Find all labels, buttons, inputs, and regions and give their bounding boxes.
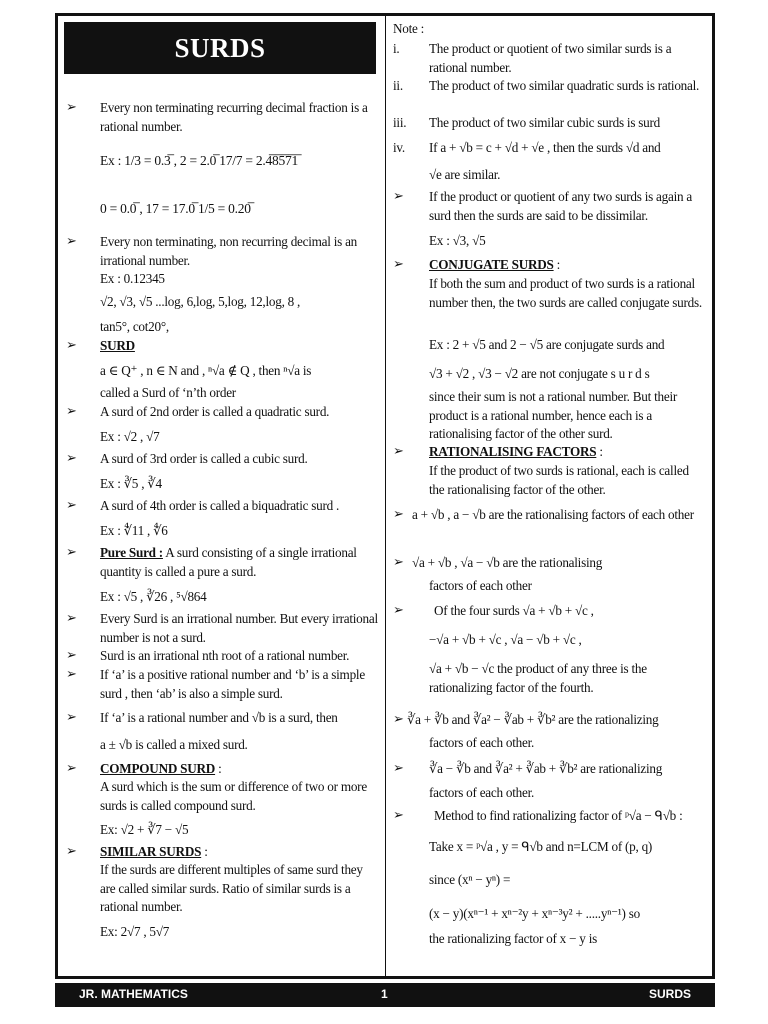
note-number-iii: iii. bbox=[393, 115, 407, 130]
conjugate-example-3: since their sum is not a rational number. But their product is a rational number, hence each is a rationalising factor of the other surd. bbox=[429, 389, 678, 441]
bullet-arrow-icon: ➢ bbox=[66, 544, 77, 559]
cubic-example: Ex : ∛5 , ∛4 bbox=[100, 476, 162, 491]
note-number-ii: ii. bbox=[393, 78, 403, 93]
conjugate-example-2: √3 + √2 , √3 − √2 are not conjugate s u r d s bbox=[429, 366, 650, 381]
rationalising-example-2b: factors of each other bbox=[429, 578, 532, 593]
compound-surd-heading: COMPOUND SURD : bbox=[100, 761, 222, 776]
bullet-arrow-icon: ➢ bbox=[66, 760, 77, 775]
bullet-arrow-icon: ➢ bbox=[66, 647, 77, 662]
pure-surd-example: Ex : √5 , ∛26 , ⁵√864 bbox=[100, 589, 207, 604]
footer-bar bbox=[55, 983, 715, 1007]
bullet-arrow-icon: ➢ bbox=[66, 843, 77, 858]
bullet-arrow-icon: ➢ bbox=[66, 99, 77, 114]
compound-surd-title: COMPOUND SURD bbox=[100, 761, 216, 776]
four-surds-line1: Of the four surds √a + √b + √c , bbox=[434, 603, 594, 618]
bullet-arrow-icon: ➢ bbox=[66, 403, 77, 418]
bullet-arrow-icon: ➢ bbox=[393, 188, 404, 203]
similar-surds-example: Ex: 2√7 , 5√7 bbox=[100, 924, 170, 939]
biquadratic-surd: A surd of 4th order is called a biquadratic surd . bbox=[100, 498, 340, 513]
method-expansion: (x − y)(xⁿ⁻¹ + xⁿ⁻²y + xⁿ⁻³y² + .....yⁿ⁻¹) so bbox=[429, 906, 640, 921]
footer-page-number: 1 bbox=[381, 987, 388, 1001]
note-heading: Note : bbox=[393, 21, 425, 36]
surd-heading: SURD bbox=[100, 338, 135, 353]
surd-definition-2: called a Surd of ‘n’th order bbox=[100, 385, 236, 400]
four-surds-line3: √a + √b − √c the product of any three is the rationalizing factor of the fourth. bbox=[429, 661, 647, 695]
note-ii: The product of two similar quadratic surds is rational. bbox=[429, 78, 700, 93]
method-take: Take x = ᵖ√a , y = ᑫ√b and n=LCM of (p, q) bbox=[429, 839, 653, 854]
cubic-rationalising-2b: factors of each other. bbox=[429, 785, 535, 800]
bullet-arrow-icon: ➢ bbox=[66, 666, 77, 681]
note-iv-line1: If a + √b = c + √d + √e , then the surds √d and bbox=[429, 140, 661, 155]
quadratic-example: Ex : √2 , √7 bbox=[100, 429, 160, 444]
compound-surd-text: A surd which is the sum or difference of two or more surds is called compound surd. bbox=[100, 779, 367, 813]
conjugate-text: If both the sum and product of two surds is a rational number then, the two surds are called conjugate surds. bbox=[429, 276, 702, 310]
conjugate-heading: CONJUGATE SURDS : bbox=[429, 257, 561, 272]
example-irrational-3: tan5°, cot20°, bbox=[100, 319, 169, 334]
bullet-arrow-icon: ➢ bbox=[393, 443, 404, 458]
pure-surd bbox=[100, 544, 380, 581]
example-irrational-1: Ex : 0.12345 bbox=[100, 271, 165, 286]
note-iv-line2: √e are similar. bbox=[429, 167, 501, 182]
note-iii: The product of two similar cubic surds is surd bbox=[429, 115, 660, 130]
title-banner bbox=[64, 22, 376, 74]
bullet-arrow-icon: ➢ bbox=[66, 233, 77, 248]
mixed-surd-line2: a ± √b is called a mixed surd. bbox=[100, 737, 248, 752]
rationalising-text: If the product of two surds is rational, each is called the rationalising factor of the other. bbox=[429, 463, 689, 497]
quadratic-surd: A surd of 2nd order is called a quadratic surd. bbox=[100, 404, 330, 419]
bullet-arrow-icon: ➢ bbox=[66, 450, 77, 465]
conjugate-example-1: Ex : 2 + √5 and 2 − √5 are conjugate surds and bbox=[429, 337, 665, 352]
similar-surds-text: If the surds are different multiples of same surd they are called similar surds. Ratio of similar surds is a rational number. bbox=[100, 862, 363, 914]
bullet-arrow-icon: ➢ bbox=[66, 337, 77, 352]
rationalising-example-1: a + √b , a − √b are the rationalising factors of each other bbox=[412, 507, 694, 522]
similar-surds-heading: SIMILAR SURDS : bbox=[100, 844, 208, 859]
footer-chapter: SURDS bbox=[648, 987, 691, 1001]
column-divider bbox=[385, 13, 386, 979]
example-recurring-2: 0 = 0.0̅ , 17 = 17.0̅ 1/5 = 0.20̅ bbox=[100, 201, 251, 216]
rationalising-title: RATIONALISING FACTORS bbox=[429, 444, 597, 459]
note-number-iv: iv. bbox=[393, 140, 405, 155]
surd-nth-root-note: Surd is an irrational nth root of a rational number. bbox=[100, 648, 350, 663]
bullet-arrow-icon: ➢ bbox=[393, 256, 404, 271]
rationalising-example-2a: √a + √b , √a − √b are the rationalising bbox=[412, 555, 603, 570]
bullet-arrow-icon: ➢ bbox=[393, 554, 404, 569]
bullet-arrow-icon: ➢ bbox=[393, 807, 404, 822]
cubic-rationalising-2a: ∛a − ∛b and ∛a² + ∛ab + ∛b² are rationalizing bbox=[429, 761, 663, 776]
cubic-surd: A surd of 3rd order is called a cubic surd. bbox=[100, 451, 308, 466]
rational-definition: Every non terminating recurring decimal fraction is a rational number. bbox=[100, 100, 368, 134]
footer-subject: JR. MATHEMATICS bbox=[79, 987, 188, 1001]
method-heading: Method to find rationalizing factor of ᵖ√a − ᑫ√b : bbox=[434, 808, 683, 823]
pure-surd-text: A surd consisting of a single irrational quantity is called a pure a surd. bbox=[100, 545, 357, 579]
biquadratic-example: Ex : ∜11 , ∜6 bbox=[100, 523, 168, 538]
note-number-i: i. bbox=[393, 41, 400, 56]
bullet-arrow-icon: ➢ bbox=[393, 711, 404, 726]
bullet-arrow-icon: ➢ bbox=[393, 506, 404, 521]
four-surds-line2: −√a + √b + √c , √a − √b + √c , bbox=[429, 632, 582, 647]
example-irrational-2: √2, √3, √5 ...log, 6,log, 5,log, 12,log, 8 , bbox=[100, 294, 301, 309]
mixed-surd-line1: If ‘a’ is a rational number and √b is a surd, then bbox=[100, 710, 338, 725]
bullet-arrow-icon: ➢ bbox=[66, 610, 77, 625]
method-conclusion: the rationalizing factor of x − y is bbox=[429, 931, 597, 946]
surd-definition: a ∈ Q⁺ , n ∈ N and , ⁿ√a ∉ Q , then ⁿ√a is bbox=[100, 363, 312, 378]
surd-irrational-note: Every Surd is an irrational number. But every irrational number is not a surd. bbox=[100, 611, 378, 645]
simple-surd-note: If ‘a’ is a positive rational number and ‘b’ is a simple surd , then ‘ab’ is also a simple surd. bbox=[100, 667, 365, 701]
bullet-arrow-icon: ➢ bbox=[393, 602, 404, 617]
rationalising-heading: RATIONALISING FACTORS : bbox=[429, 444, 603, 459]
bullet-arrow-icon: ➢ bbox=[66, 709, 77, 724]
bullet-arrow-icon: ➢ bbox=[393, 760, 404, 775]
compound-surd-example: Ex: √2 + ∛7 − √5 bbox=[100, 822, 189, 837]
bullet-arrow-icon: ➢ bbox=[66, 497, 77, 512]
pure-surd-heading: Pure Surd : bbox=[100, 545, 163, 560]
similar-surds-title: SIMILAR SURDS bbox=[100, 844, 202, 859]
irrational-definition: Every non terminating, non recurring decimal is an irrational number. bbox=[100, 234, 358, 268]
dissimilar-surds: If the product or quotient of any two surds is again a surd then the surds are said to be dissimilar. bbox=[429, 189, 693, 223]
conjugate-title: CONJUGATE SURDS bbox=[429, 257, 554, 272]
example-recurring-1: Ex : 1/3 = 0.3̅ , 2 = 2.0̅ 17/7 = 2.4̅8̅5̅7̅1̅ bbox=[100, 153, 298, 168]
dissimilar-example: Ex : √3, √5 bbox=[429, 233, 486, 248]
note-i: The product or quotient of two similar surds is a rational number. bbox=[429, 41, 672, 75]
cubic-rationalising-1b: factors of each other. bbox=[429, 735, 535, 750]
cubic-rationalising-1a: ∛a + ∛b and ∛a² − ∛ab + ∛b² are the rationalizing bbox=[407, 712, 659, 727]
method-since: since (xⁿ − yⁿ) = bbox=[429, 872, 511, 887]
page-title: SURDS bbox=[174, 32, 266, 63]
